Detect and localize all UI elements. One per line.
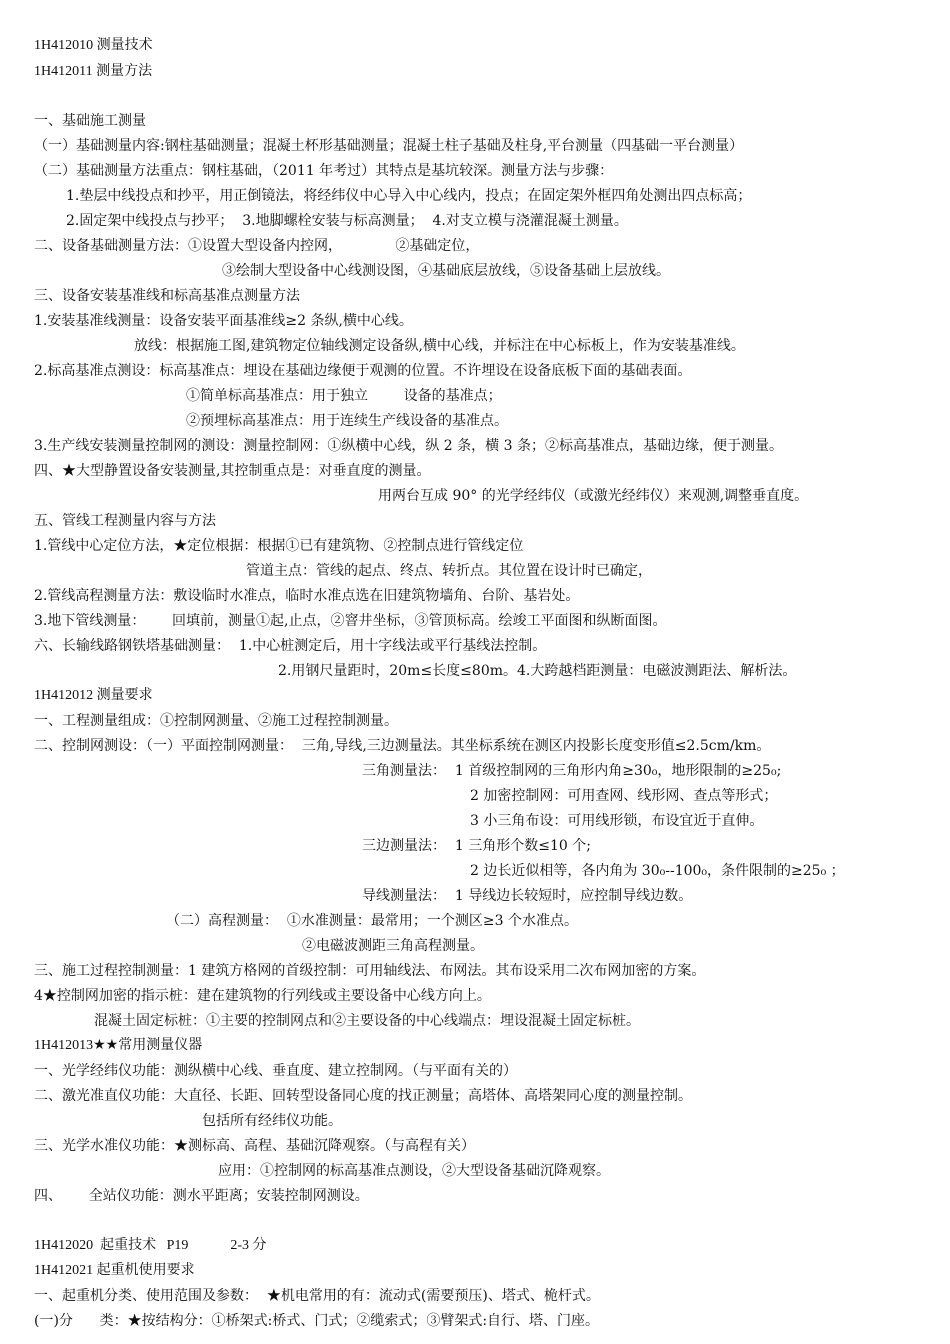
text-line: 2.固定架中线投点与抄平； 3.地脚螺栓安装与标高测量； 4.对支立模与浇灌混凝土测量。 — [66, 213, 628, 229]
section-heading: 1H412012 测量要求 — [34, 688, 153, 703]
text-line: 4★控制网加密的指示桩：建在建筑物的行列线或主要设备中心线方向上。 — [34, 988, 491, 1004]
text-line: 3.生产线安装测量控制网的测设：测量控制网：①纵横中心线，纵 2 条，横 3 条；②标高基准点，基础边缘，便于测量。 — [34, 438, 783, 454]
text-line: 混凝土固定标桩：①主要的控制网点和②主要设备的中心线端点：埋设混凝土固定标桩。 — [94, 1013, 640, 1029]
text-line: 三、施工过程控制测量：1 建筑方格网的首级控制：可用轴线法、布网法。其布设采用二次布网加密的方案。 — [34, 963, 706, 979]
text-line: 3 小三角布设：可用线形锁，布设宜近于直伸。 — [470, 813, 764, 829]
text-line: 一、工程测量组成：①控制网测量、②施工过程控制测量。 — [34, 713, 398, 729]
text-line: (一)分 类：★按结构分：①桥架式:桥式、门式；②缆索式；③臂架式:自行、塔、门座。 — [34, 1313, 600, 1329]
text-line: （一）基础测量内容:钢柱基础测量；混凝土杯形基础测量；混凝土柱子基础及柱身,平台测量（四基础一平台测量） — [34, 138, 744, 154]
text-line: 一、光学经纬仪功能：测纵横中心线、垂直度、建立控制网。（与平面有关的） — [34, 1063, 517, 1079]
text-line: 放线：根据施工图,建筑物定位轴线测定设备纵,横中心线，并标注在中心标板上，作为安装基准线。 — [134, 338, 745, 354]
text-line: 2 加密控制网：可用查网、线形网、查点等形式； — [470, 788, 778, 804]
text-line: 四、 全站仪功能：测水平距离；安装控制网测设。 — [34, 1188, 369, 1204]
text-line: 2.用钢尺量距时，20m≤长度≤80m。4.大跨越档距测量：电磁波测距法、解析法。 — [278, 663, 797, 679]
text-line: 1.垫层中线投点和抄平，用正倒镜法，将经纬仪中心导入中心线内，投点；在固定架外框四角处测出四点标高； — [66, 188, 752, 204]
text-line: 二、控制网测设：（一）平面控制网测量： 三角,导线,三边测量法。其坐标系统在测区内投影长度变形值≤2.5cm/km。 — [34, 738, 771, 754]
text-line: 2.管线高程测量方法：敷设临时水准点，临时水准点选在旧建筑物墙角、台阶、基岩处。 — [34, 588, 580, 604]
text-line: ①简单标高基准点：用于独立 设备的基准点； — [186, 388, 502, 404]
text-line: 四、★大型静置设备安装测量,其控制重点是：对垂直度的测量。 — [34, 463, 431, 479]
section-heading: 1H412013★★常用测量仪器 — [34, 1038, 203, 1053]
text-line: 五、管线工程测量内容与方法 — [34, 513, 216, 529]
text-line: 三、设备安装基准线和标高基准点测量方法 — [34, 288, 300, 304]
text-line: 六、长输线路钢铁塔基础测量： 1.中心桩测定后，用十字线法或平行基线法控制。 — [34, 638, 547, 654]
text-line: 三边测量法： 1 三角形个数≤10 个; — [362, 838, 591, 854]
text-line: （二）高程测量： ①水准测量：最常用；一个测区≥3 个水准点。 — [166, 913, 578, 929]
section-heading: 1H412010 测量技术 — [34, 38, 153, 53]
text-line: 二、激光准直仪功能：大直径、长距、回转型设备同心度的找正测量；高塔体、高塔架同心度的测量控制。 — [34, 1088, 692, 1104]
text-line: ②电磁波测距三角高程测量。 — [302, 938, 484, 954]
text-line: 2.标高基准点测设：标高基准点：埋设在基础边缘便于观测的位置。不许埋设在设备底板下面的基础表面。 — [34, 363, 692, 379]
text-line: 2 边长近似相等，各内角为 30₀--100₀，条件限制的≥25₀ ； — [470, 863, 845, 879]
section-heading: 1H412021 起重机使用要求 — [34, 1263, 195, 1278]
text-line: 1.管线中心定位方法，★定位根据：根据①已有建筑物、②控制点进行管线定位 — [34, 538, 524, 554]
text-line: ③绘制大型设备中心线测设图，④基础底层放线，⑤设备基础上层放线。 — [222, 263, 670, 279]
text-line: 应用：①控制网的标高基准点测设，②大型设备基础沉降观察。 — [218, 1163, 610, 1179]
text-line: 二、设备基础测量方法：①设置大型设备内控网， ②基础定位， — [34, 238, 480, 254]
section-heading: 1H412011 测量方法 — [34, 64, 153, 79]
text-line: （二）基础测量方法重点：钢柱基础，（2011 年考过）其特点是基坑较深。测量方法与步骤： — [34, 163, 614, 179]
text-line: 1.安装基准线测量：设备安装平面基准线≥2 条纵,横中心线。 — [34, 313, 413, 329]
text-line: 包括所有经纬仪功能。 — [202, 1113, 342, 1129]
section-heading: 1H412020 起重技术 P19 2-3 分 — [34, 1238, 267, 1253]
text-line: ②预埋标高基准点：用于连续生产线设备的基准点。 — [186, 413, 508, 429]
text-line: 用两台互成 90° 的光学经纬仪（或激光经纬仪）来观测,调整垂直度。 — [378, 488, 809, 504]
text-line: 一、起重机分类、使用范围及参数： ★机电常用的有：流动式(需要预压)、塔式、桅杆式。 — [34, 1288, 600, 1304]
text-line: 导线测量法： 1 导线边长较短时，应控制导线边数。 — [362, 888, 693, 904]
text-line: 管道主点：管线的起点、终点、转折点。其位置在设计时已确定， — [246, 563, 652, 579]
text-line: 3.地下管线测量： 回填前，测量①起,止点，②窨井坐标，③管顶标高。绘竣工平面图和纵断面图。 — [34, 613, 667, 629]
text-line: 一、基础施工测量 — [34, 113, 146, 129]
text-line: 三、光学水准仪功能：★测标高、高程、基础沉降观察。（与高程有关） — [34, 1138, 475, 1154]
text-line: 三角测量法： 1 首级控制网的三角形内角≥30₀，地形限制的≥25₀; — [362, 763, 782, 779]
